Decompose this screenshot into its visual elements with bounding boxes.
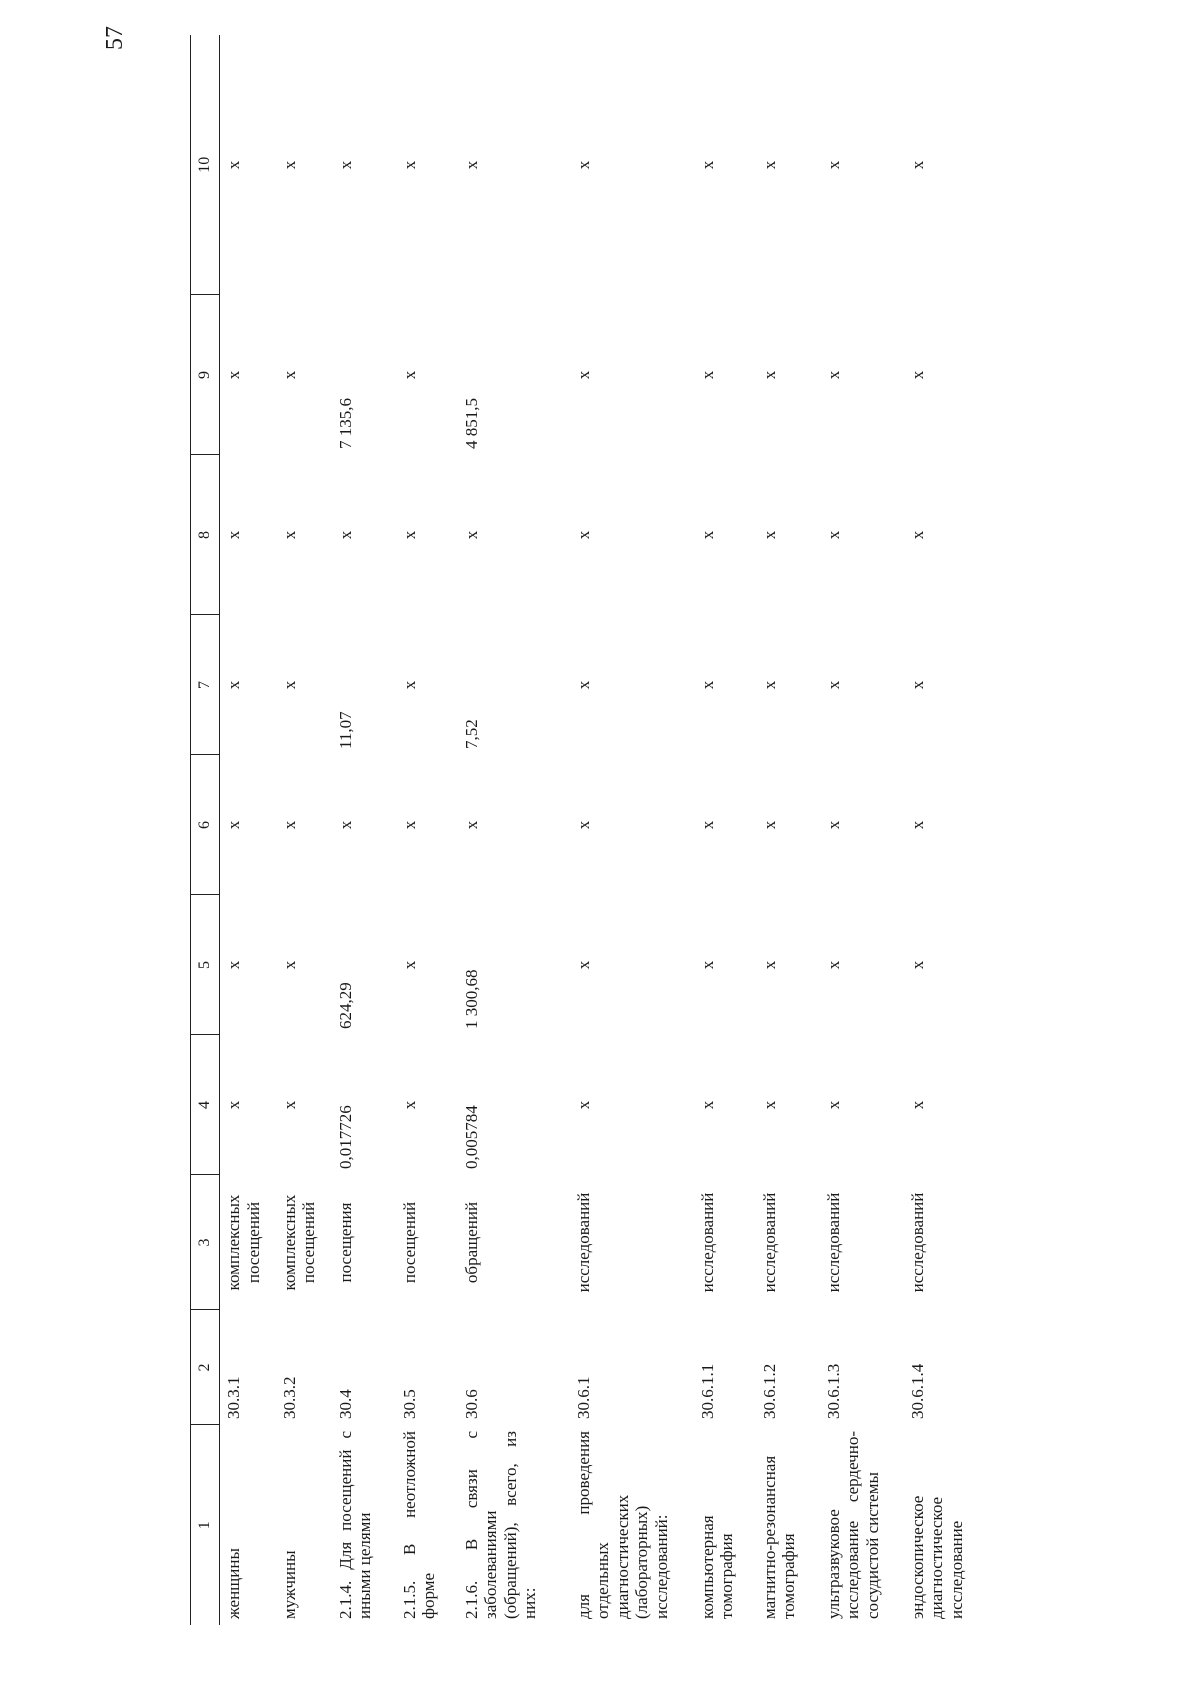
row-value-4: 0,005784 xyxy=(461,1105,481,1169)
row-value-4: х xyxy=(907,1100,927,1110)
row-unit: исследований xyxy=(759,1192,779,1293)
row-value-6: х xyxy=(399,820,419,830)
column-header: 1 xyxy=(191,1425,220,1625)
row-name: компьютерная томография xyxy=(697,1515,737,1619)
row-value-9: 4 851,5 xyxy=(461,398,481,449)
row-value-6: х xyxy=(279,820,299,830)
row-value-8: х xyxy=(279,530,299,540)
table-row xyxy=(332,35,396,1625)
row-value-4: х xyxy=(759,1100,779,1110)
row-value-5: 624,29 xyxy=(335,982,355,1029)
row-code: 30.6.1.4 xyxy=(907,1363,927,1419)
column-header: 6 xyxy=(191,755,220,895)
row-value-6: х xyxy=(759,820,779,830)
table-body xyxy=(220,35,988,1625)
row-value-6: х xyxy=(823,820,843,830)
row-value-6: х xyxy=(461,820,481,830)
row-code: 30.3.2 xyxy=(279,1376,299,1419)
row-value-9: х xyxy=(399,370,419,380)
row-unit: посещения xyxy=(335,1202,355,1283)
row-name: магнитно-резонансная томография xyxy=(759,1455,799,1619)
table-row xyxy=(458,35,570,1625)
table-row xyxy=(820,35,904,1625)
row-value-8: х xyxy=(759,530,779,540)
row-unit: комплексных посещений xyxy=(224,1194,263,1291)
row-value-8: х xyxy=(335,530,355,540)
row-value-6: х xyxy=(335,820,355,830)
row-name: ультразвуковое исследование сердечно-сосудистой системы xyxy=(823,1431,882,1619)
row-value-10: х xyxy=(335,160,355,170)
row-value-5: х xyxy=(399,960,419,970)
row-value-10: х xyxy=(224,160,243,170)
row-value-6: х xyxy=(573,820,593,830)
row-value-8: х xyxy=(697,530,717,540)
row-unit: исследований xyxy=(823,1192,843,1293)
row-value-8: х xyxy=(907,530,927,540)
row-name: для проведения отдельных диагностических (лабораторных) исследований: xyxy=(573,1431,671,1619)
row-code: 30.6 xyxy=(461,1389,481,1419)
row-value-10: х xyxy=(279,160,299,170)
row-value-6: х xyxy=(697,820,717,830)
row-unit: обращений xyxy=(461,1201,481,1284)
page-number: 57 xyxy=(102,26,128,50)
table-row xyxy=(220,35,276,1625)
row-value-10: х xyxy=(461,160,481,170)
table-row xyxy=(570,35,694,1625)
row-value-9: х xyxy=(279,370,299,380)
row-name: женщины xyxy=(224,1548,243,1619)
row-value-7: х xyxy=(759,680,779,690)
row-code: 30.6.1 xyxy=(573,1376,593,1419)
row-value-4: х xyxy=(224,1100,243,1110)
row-value-7: х xyxy=(399,680,419,690)
row-code: 30.4 xyxy=(335,1389,355,1419)
row-name: мужчины xyxy=(279,1550,299,1619)
row-value-4: х xyxy=(279,1100,299,1110)
row-value-9: х xyxy=(224,370,243,380)
row-code: 30.6.1.3 xyxy=(823,1363,843,1419)
row-code: 30.6.1.2 xyxy=(759,1363,779,1419)
row-name: эндоскопическое диагностическое исследование xyxy=(907,1495,966,1619)
row-value-5: х xyxy=(224,960,243,970)
row-code: 30.5 xyxy=(399,1389,419,1419)
row-value-10: х xyxy=(907,160,927,170)
row-value-9: х xyxy=(697,370,717,380)
row-unit: исследований xyxy=(907,1192,927,1293)
row-name: 2.1.4. Для посещений с иными целями xyxy=(335,1431,375,1619)
column-header: 2 xyxy=(191,1310,220,1425)
row-value-8: х xyxy=(573,530,593,540)
row-value-10: х xyxy=(697,160,717,170)
table-row xyxy=(396,35,458,1625)
row-value-5: х xyxy=(573,960,593,970)
row-value-8: х xyxy=(224,530,243,540)
row-value-4: х xyxy=(399,1100,419,1110)
row-value-7: 11,07 xyxy=(335,711,355,749)
column-header: 5 xyxy=(191,895,220,1035)
row-value-5: х xyxy=(759,960,779,970)
row-value-5: х xyxy=(697,960,717,970)
row-value-10: х xyxy=(399,160,419,170)
row-value-9: х xyxy=(573,370,593,380)
row-value-7: х xyxy=(907,680,927,690)
row-value-7: х xyxy=(823,680,843,690)
rotated-table-container xyxy=(190,35,1030,1625)
row-value-10: х xyxy=(759,160,779,170)
table-row xyxy=(276,35,332,1625)
row-value-9: х xyxy=(823,370,843,380)
row-value-10: х xyxy=(823,160,843,170)
row-value-8: х xyxy=(399,530,419,540)
table-row xyxy=(756,35,820,1625)
row-value-4: х xyxy=(823,1100,843,1110)
row-value-6: х xyxy=(907,820,927,830)
row-value-7: х xyxy=(697,680,717,690)
row-value-5: х xyxy=(907,960,927,970)
column-header: 3 xyxy=(191,1175,220,1310)
column-header: 4 xyxy=(191,1035,220,1175)
row-value-6: х xyxy=(224,820,243,830)
row-value-7: 7,52 xyxy=(461,719,481,749)
column-header: 9 xyxy=(191,295,220,455)
row-value-8: х xyxy=(823,530,843,540)
column-header: 10 xyxy=(191,35,220,295)
table-row xyxy=(904,35,988,1625)
row-value-4: х xyxy=(573,1100,593,1110)
row-unit: комплексных посещений xyxy=(279,1194,319,1291)
row-value-8: х xyxy=(461,530,481,540)
row-value-4: х xyxy=(697,1100,717,1110)
row-unit: исследований xyxy=(573,1192,593,1293)
row-unit: исследований xyxy=(697,1192,717,1293)
row-value-9: 7 135,6 xyxy=(335,398,355,449)
row-value-5: х xyxy=(823,960,843,970)
data-table xyxy=(190,35,988,1625)
row-value-9: х xyxy=(907,370,927,380)
header-row xyxy=(191,35,220,1625)
row-value-7: х xyxy=(573,680,593,690)
row-value-10: х xyxy=(573,160,593,170)
row-value-5: х xyxy=(279,960,299,970)
row-value-7: х xyxy=(224,680,243,690)
table-row xyxy=(694,35,756,1625)
row-unit: посещений xyxy=(399,1201,419,1284)
row-code: 30.3.1 xyxy=(224,1376,243,1419)
column-header: 7 xyxy=(191,615,220,755)
row-value-7: х xyxy=(279,680,299,690)
row-name: 2.1.5. В неотложной форме xyxy=(399,1431,439,1619)
row-value-9: х xyxy=(759,370,779,380)
row-value-4: 0,017726 xyxy=(335,1105,355,1169)
row-code: 30.6.1.1 xyxy=(697,1363,717,1419)
column-header: 8 xyxy=(191,455,220,615)
row-name: 2.1.6. В связи с заболеваниями (обращений), всего, из них: xyxy=(461,1431,540,1619)
row-value-5: 1 300,68 xyxy=(461,969,481,1029)
